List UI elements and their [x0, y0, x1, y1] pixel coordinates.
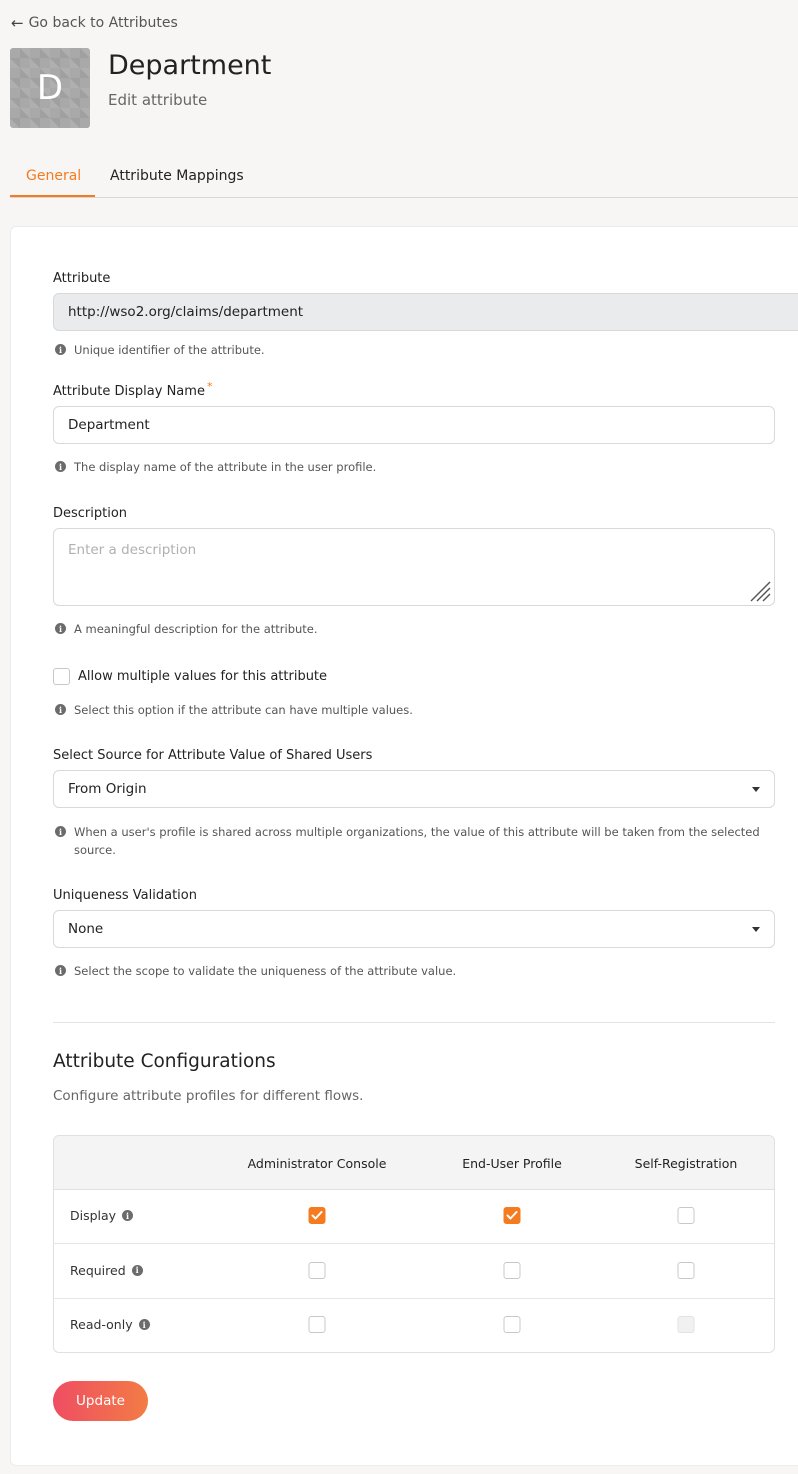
update-button[interactable]: Update [53, 1381, 148, 1421]
end-user-profile-checkbox[interactable] [504, 1262, 521, 1279]
admin-console-checkbox[interactable] [309, 1207, 326, 1224]
row-label-text: Required [70, 1262, 126, 1278]
table-row [54, 1190, 774, 1244]
description-label: Description [53, 506, 128, 521]
configurations-table [53, 1135, 775, 1353]
shared-source-dropdown[interactable] [53, 770, 775, 808]
admin-console-checkbox[interactable] [309, 1316, 326, 1333]
arrow-left-icon: ← [11, 14, 24, 32]
uniqueness-hint [55, 962, 456, 980]
row-label [70, 1263, 143, 1278]
tab-bar [10, 158, 798, 198]
caret-down-icon [752, 787, 760, 792]
attribute-hint [55, 341, 265, 359]
shared-source-label: Select Source for Attribute Value of Shared Users [53, 748, 373, 763]
info-icon: i [55, 623, 66, 634]
info-icon[interactable]: i [139, 1319, 150, 1330]
shared-source-value: From Origin [68, 781, 147, 797]
uniqueness-dropdown[interactable] [53, 910, 775, 948]
configurations-title: Attribute Configurations [53, 1051, 276, 1072]
info-icon: i [55, 965, 66, 976]
description-hint-text: A meaningful description for the attribute. [74, 622, 318, 636]
table-row [54, 1245, 774, 1299]
row-label-text: Read-only [70, 1317, 133, 1332]
row-label-text: Display [70, 1208, 117, 1223]
tab-general[interactable]: General [26, 168, 82, 184]
tab-attribute-mappings[interactable]: Attribute Mappings [110, 168, 244, 184]
column-header-end-user-profile: End-User Profile [462, 1156, 562, 1171]
attribute-uri-value: http://wso2.org/claims/department [68, 304, 304, 320]
display-name-label-text: Attribute Display Name [53, 384, 205, 399]
multi-values-checkbox[interactable] [53, 668, 70, 685]
configurations-subtitle: Configure attribute profiles for different flows. [53, 1088, 364, 1104]
description-hint [55, 620, 318, 638]
resize-handle-icon[interactable] [747, 578, 771, 602]
admin-console-checkbox[interactable] [309, 1262, 326, 1279]
multi-values-hint-text: Select this option if the attribute can have multiple values. [74, 703, 413, 717]
row-label [70, 1208, 133, 1223]
uniqueness-hint-text: Select the scope to validate the uniqueness of the attribute value. [74, 964, 457, 978]
display-name-value: Department [68, 417, 150, 433]
info-icon: i [55, 344, 66, 355]
checkmark-icon [312, 1211, 323, 1220]
display-name-input[interactable] [53, 406, 775, 444]
end-user-profile-checkbox[interactable] [504, 1316, 521, 1333]
back-link-label: Go back to Attributes [28, 15, 178, 31]
self-registration-checkbox[interactable] [678, 1262, 695, 1279]
self-registration-checkbox[interactable] [678, 1207, 695, 1224]
attribute-label: Attribute [53, 271, 111, 286]
info-icon[interactable]: i [122, 1210, 133, 1221]
active-tab-indicator [10, 195, 95, 197]
multi-values-label: Allow multiple values for this attribute [78, 669, 328, 684]
column-header-self-registration: Self-Registration [634, 1156, 738, 1171]
description-placeholder: Enter a description [68, 542, 197, 558]
page-subtitle: Edit attribute [108, 91, 208, 109]
checkmark-icon [507, 1211, 518, 1220]
display-name-hint [55, 458, 376, 476]
self-registration-checkbox [678, 1316, 695, 1333]
info-icon: i [55, 461, 66, 472]
display-name-label [53, 380, 213, 399]
attribute-avatar [10, 48, 90, 128]
end-user-profile-checkbox[interactable] [504, 1207, 521, 1224]
required-asterisk: * [206, 380, 213, 393]
uniqueness-label: Uniqueness Validation [53, 888, 197, 903]
column-header-admin-console: Administrator Console [247, 1156, 387, 1171]
page-title: Department [108, 50, 272, 81]
attribute-hint-text: Unique identifier of the attribute. [74, 343, 265, 357]
uniqueness-value: None [68, 921, 104, 937]
display-name-hint-text: The display name of the attribute in the user profile. [74, 460, 377, 474]
avatar-letter: D [36, 68, 64, 108]
shared-source-hint [55, 823, 767, 859]
description-textarea[interactable] [53, 528, 775, 606]
section-divider [53, 1022, 775, 1023]
info-icon: i [55, 826, 66, 837]
table-header [54, 1136, 774, 1190]
info-icon[interactable]: i [132, 1265, 143, 1276]
attribute-uri-field [53, 293, 798, 331]
multi-values-option[interactable] [53, 668, 327, 685]
row-label [70, 1317, 150, 1332]
caret-down-icon [752, 927, 760, 932]
multi-values-hint [55, 701, 413, 719]
back-link[interactable] [11, 14, 178, 32]
shared-source-hint-text: When a user's profile is shared across multiple organizations, the value of this attribute will be taken from the selected source. [74, 825, 760, 857]
info-icon: i [55, 704, 66, 715]
table-row [54, 1299, 774, 1353]
